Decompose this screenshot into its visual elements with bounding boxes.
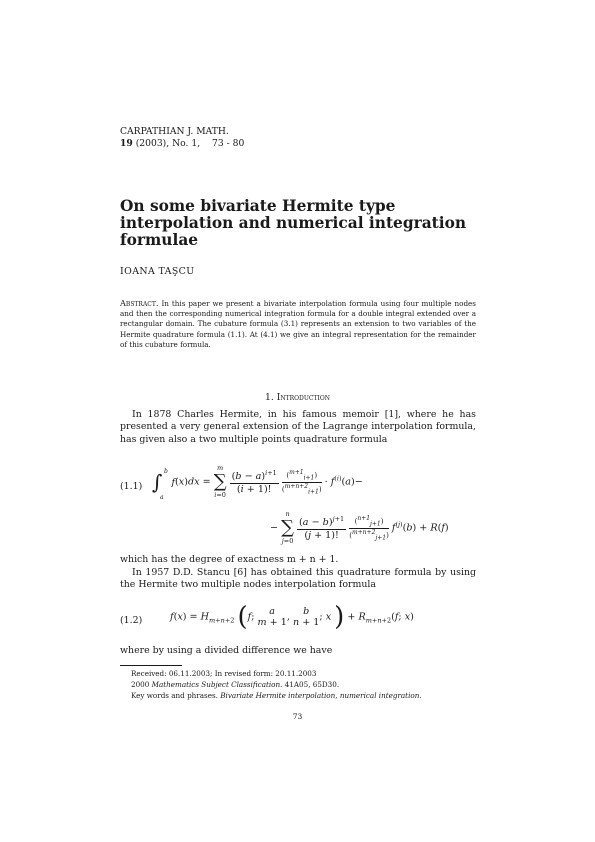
footnote-received: Received: 06.11.2003; In revised form: 20.11.2003 <box>131 669 317 678</box>
paragraph-exactness: which has the degree of exactness m + n + 1. <box>120 554 339 565</box>
page-number: 73 <box>292 712 303 721</box>
footnote-keywords <box>131 691 491 701</box>
journal-volume: 19 <box>120 138 133 149</box>
journal-issue: (2003), No. 1, <box>135 138 201 149</box>
equation-1-1-line1: ∫ b a f(x)dx = m ∑ i=0 $\frac{(b - a)^{i+1}}{(i + 1)!}$ $\frac{(^{m+1}_{i+1})}{(^{m+n+2}_{i+1})}$ · $f^{(i)}(a)-$ <box>152 464 363 501</box>
section-number: 1. <box>264 392 274 403</box>
journal-name: CARPATHIAN J. MATH. <box>120 126 229 137</box>
paragraph-divided-difference: where by using a divided difference we have <box>120 645 333 656</box>
abstract <box>120 298 476 350</box>
paragraph-intro: In 1878 Charles Hermite, in his famous memoir [1], where he has presented a very general extension of the Lagrange interpolation formula, has given also a two multiple points quadrature formula <box>120 409 476 445</box>
section-title: Introduction <box>276 392 331 403</box>
equation-label-1-2: (1.2) <box>120 615 143 626</box>
author-name: IOANA TAŞCU <box>120 266 195 277</box>
msc-codes: 41A05, 65D30. <box>284 680 340 689</box>
paragraph-stancu: In 1957 D.D. Stancu [6] has obtained this quadrature formula by using the Hermite two multiple nodes interpolation formula <box>120 567 476 591</box>
equation-1-2: $f(x) = H_{m+n+2}$ (f; a m + 1 , b n + 1 ; x ) + $R_{m+n+2}(f$; x) <box>170 602 414 632</box>
journal-citation <box>120 138 244 150</box>
footnote-rule <box>120 665 182 666</box>
journal-header <box>120 126 244 150</box>
paper-title: On some bivariate Hermite type interpolation and numerical integration formulae <box>120 197 467 249</box>
section-heading <box>0 392 595 403</box>
msc-year: 2000 <box>131 680 150 689</box>
equation-label-1-1: (1.1) <box>120 481 143 492</box>
keywords-text: Bivariate Hermite interpolation, numerical integration. <box>220 691 422 700</box>
footnote-msc <box>131 680 491 690</box>
journal-pages: 73 - 80 <box>211 138 245 149</box>
abstract-text: In this paper we present a bivariate interpolation formula using four multiple nodes and then the corresponding numerical integration formula for a double integral extended over a rectangular domain. The cubature formula (3.1) represents an extension to two variables of the Hermite quadrature formula (1.1). At (4.1) we give an integral representation for the remainder of this cubature formula. <box>120 299 476 349</box>
abstract-label: Abstract. <box>120 298 159 308</box>
keywords-label: Key words and phrases. <box>131 691 218 700</box>
equation-1-1-line2: − n ∑ j=0 $\frac{(a - b)^{j+1}}{(j + 1)!}$ $\frac{(^{n+1}_{j+1})}{(^{m+n+2}_{j+1})}$ $f^{(j)}(b) + R(f)$ <box>270 510 449 545</box>
msc-label: Mathematics Subject Classification. <box>151 680 283 689</box>
